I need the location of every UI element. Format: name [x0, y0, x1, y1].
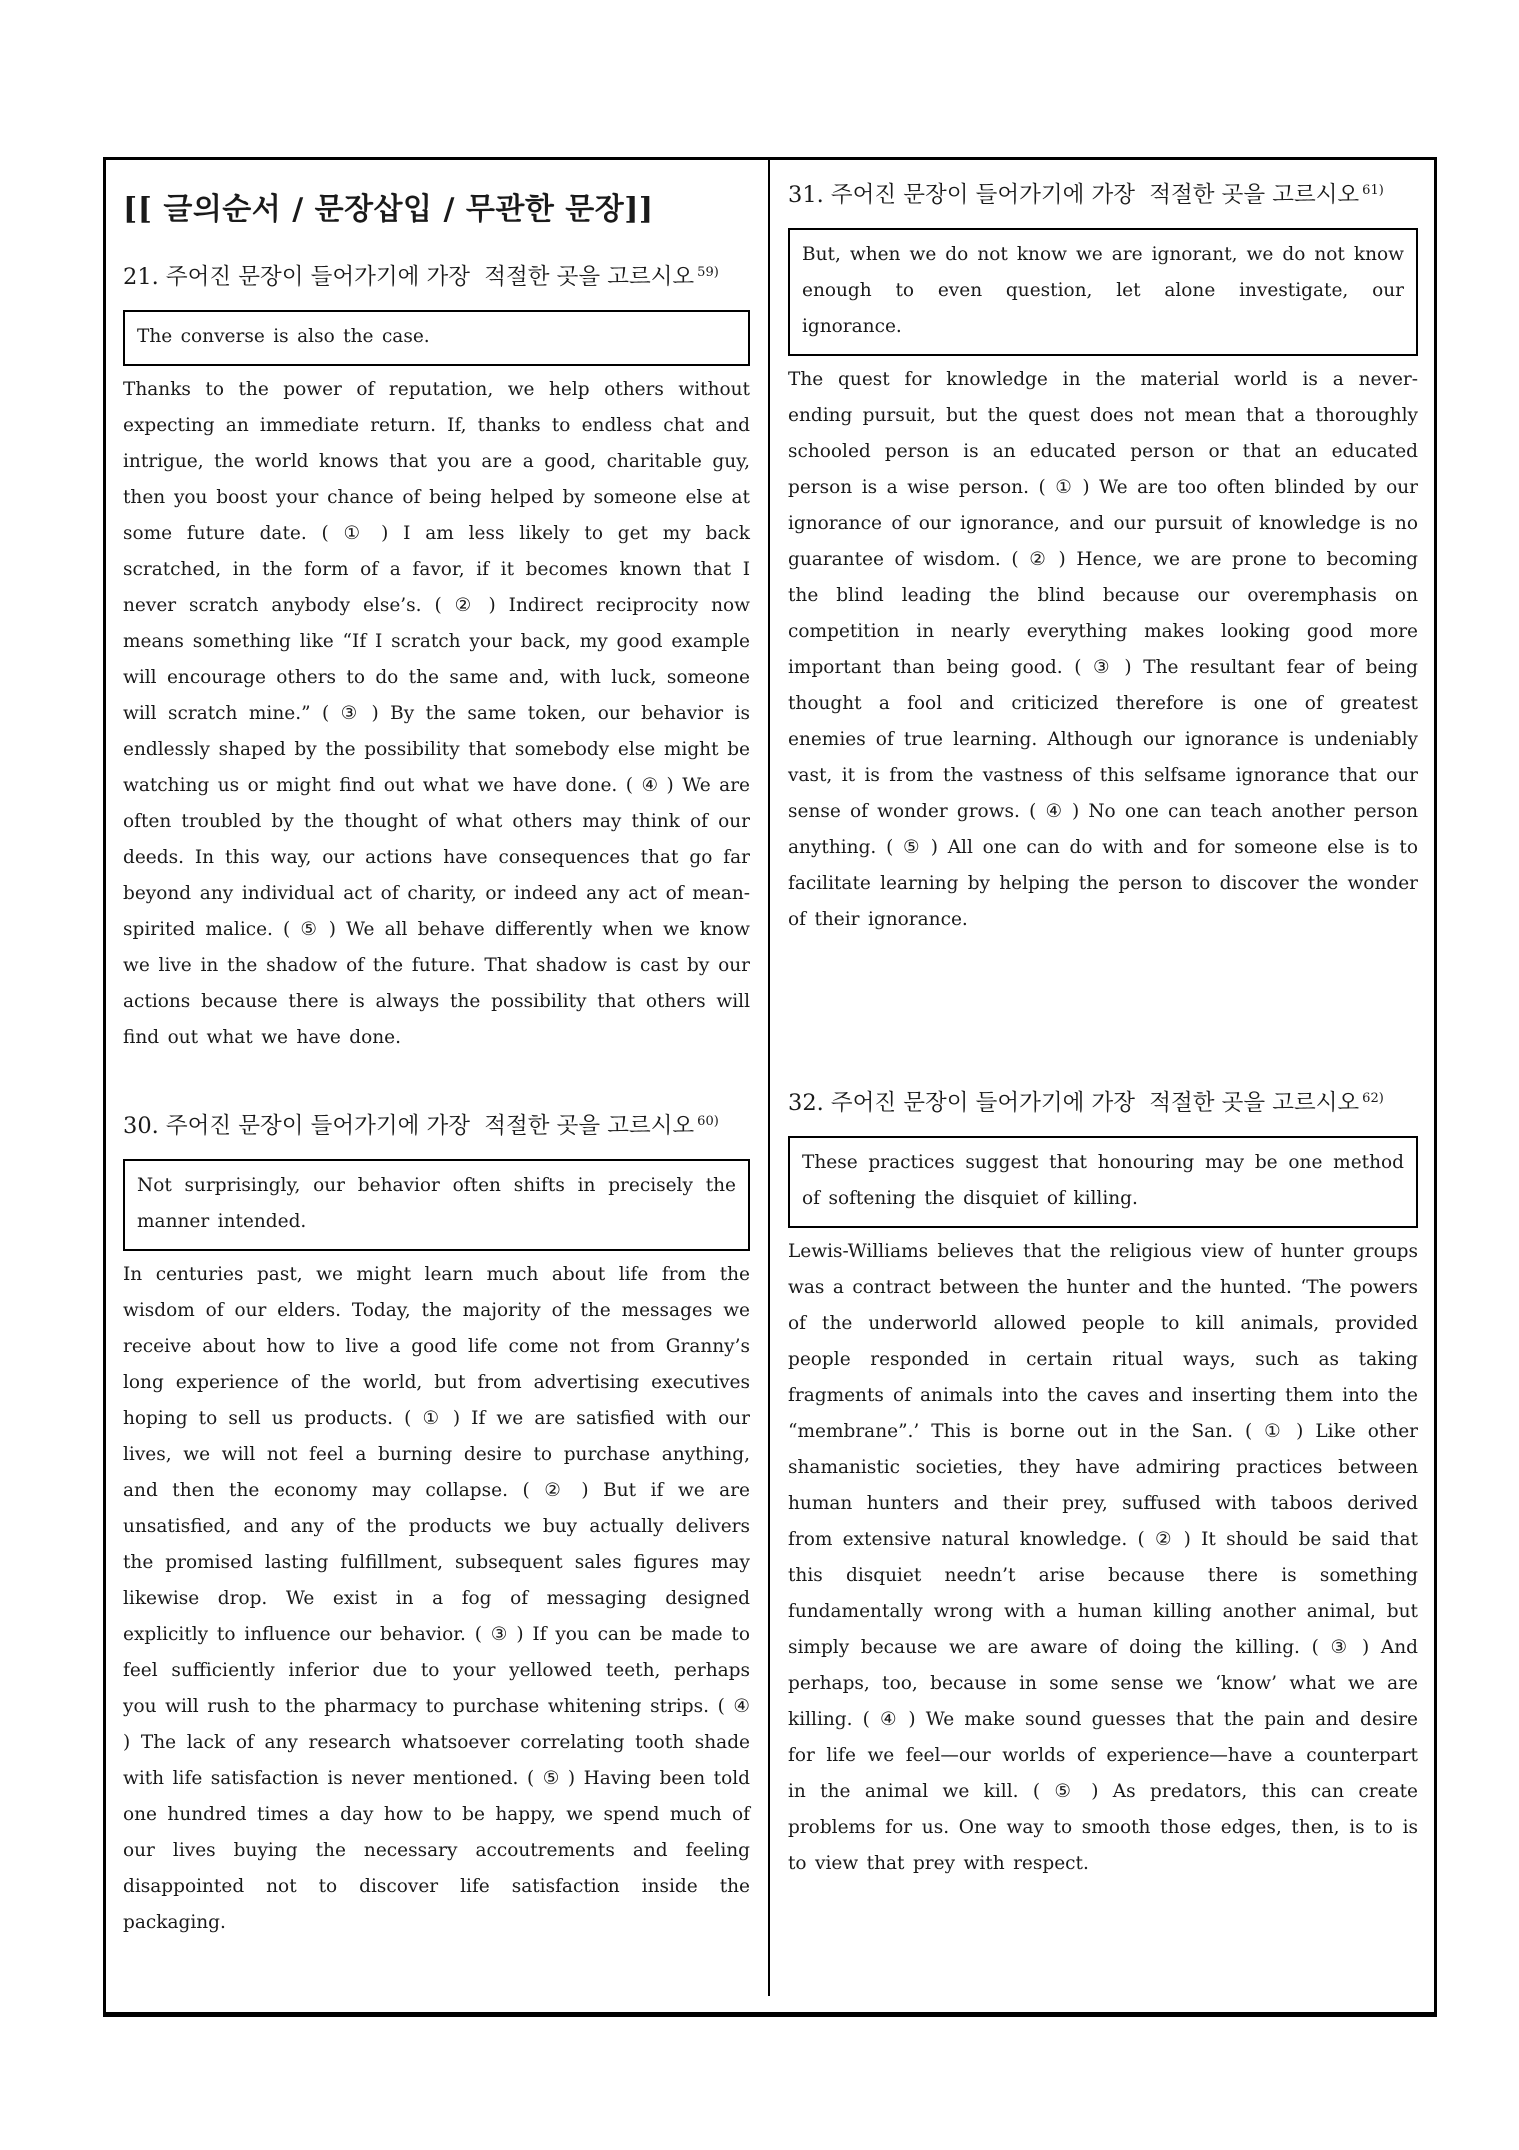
question-32-boxed-sentence	[788, 1136, 1418, 1228]
question-31-section	[788, 180, 1418, 938]
content-frame	[103, 157, 1437, 2017]
question-30-boxed-sentence	[123, 1159, 750, 1251]
question-32-footnote-marker: 62)	[1362, 1090, 1384, 1106]
question-32-boxed-text: These practices suggest that honouring may be one method of softening the disquiet of killing.	[802, 1152, 1404, 1209]
question-32-header	[788, 1088, 1418, 1118]
question-31-footnote-marker: 61)	[1362, 182, 1384, 198]
question-30-prompt: 30. 주어진 문장이 들어가기에 가장 적절한 곳을 고르시오	[123, 1113, 695, 1139]
question-21-section	[123, 262, 750, 1056]
question-31-boxed-sentence	[788, 228, 1418, 356]
question-30-boxed-text: Not surprisingly, our behavior often shifts in precisely the manner intended.	[137, 1175, 736, 1232]
question-21-boxed-text: The converse is also the case.	[137, 326, 430, 347]
question-32-passage: Lewis-Williams believes that the religious view of hunter groups was a contract between the hunter and the hunted. ‘The powers of the underworld allowed people to kill animals, provided people responded in certain ritual ways, such as taking fragments of animals into the caves and inserting them into the “membrane”.’ This is borne out in the San. ( ① ) Like other shamanistic societies, they have admiring practices between human hunters and their prey, suffused with taboos derived from extensive natural knowledge. ( ② ) It should be said that this disquiet needn’t arise because there is something fundamentally wrong with a human killing another animal, but simply because we are aware of doing the killing. ( ③ ) And perhaps, too, because in some sense we ‘know’ what we are killing. ( ④ ) We make sound guesses that the pain and desire for life we feel—our worlds of experience—have a counterpart in the animal we kill. ( ⑤ ) As predators, this can create problems for us. One way to smooth those edges, then, is to is to view that prey with respect.	[788, 1241, 1418, 1874]
question-32-prompt: 32. 주어진 문장이 들어가기에 가장 적절한 곳을 고르시오	[788, 1090, 1360, 1116]
question-30-passage: In centuries past, we might learn much about life from the wisdom of our elders. Today, the majority of the messages we receive about how to live a good life come not from Granny’s long experience of the world, but from advertising executives hoping to sell us products. ( ① ) If we are satisfied with our lives, we will not feel a burning desire to purchase anything, and then the economy may collapse. ( ② ) But if we are unsatisfied, and any of the products we buy actually delivers the promised lasting fulfillment, subsequent sales figures may likewise drop. We exist in a fog of messaging designed explicitly to influence our behavior. ( ③ ) If you can be made to feel sufficiently inferior due to your yellowed teeth, perhaps you will rush to the pharmacy to purchase whitening strips. ( ④ ) The lack of any research whatsoever correlating tooth shade with life satisfaction is never mentioned. ( ⑤ ) Having been told one hundred times a day how to be happy, we spend much of our lives buying the necessary accoutrements and feeling disappointed not to discover life satisfaction inside the packaging.	[123, 1264, 750, 1933]
question-30-header	[123, 1111, 750, 1141]
question-21-footnote-marker: 59)	[697, 264, 719, 280]
question-31-header	[788, 180, 1418, 210]
left-column	[106, 160, 768, 2012]
question-21-prompt: 21. 주어진 문장이 들어가기에 가장 적절한 곳을 고르시오	[123, 264, 695, 290]
question-21-boxed-sentence	[123, 310, 750, 366]
question-21-header	[123, 262, 750, 292]
two-column-layout	[106, 160, 1434, 2012]
question-32-section	[788, 1088, 1418, 1882]
question-21-passage: Thanks to the power of reputation, we help others without expecting an immediate return. If, thanks to endless chat and intrigue, the world knows that you are a good, charitable guy, then you boost your chance of being helped by someone else at some future date. ( ① ) I am less likely to get my back scratched, in the form of a favor, if it becomes known that I never scratch anybody else’s. ( ② ) Indirect reciprocity now means something like “If I scratch your back, my good example will encourage others to do the same and, with luck, someone will scratch mine.” ( ③ ) By the same token, our behavior is endlessly shaped by the possibility that somebody else might be watching us or might find out what we have done. ( ④ ) We are often troubled by the thought of what others may think of our deeds. In this way, our actions have consequences that go far beyond any individual act of charity, or indeed any act of mean-spirited malice. ( ⑤ ) We all behave differently when we know we live in the shadow of the future. That shadow is cast by our actions because there is always the possibility that others will find out what we have done.	[123, 379, 750, 1048]
question-30-section	[123, 1111, 750, 1941]
question-30-footnote-marker: 60)	[697, 1113, 719, 1129]
right-column	[768, 160, 1434, 2012]
column-divider	[768, 160, 770, 1996]
section-title: [[ 글의순서 / 문장삽입 / 무관한 문장]]	[123, 192, 654, 227]
question-31-boxed-text: But, when we do not know we are ignorant, we do not know enough to even question, let alone investigate, our ignorance.	[802, 244, 1404, 337]
question-31-passage: The quest for knowledge in the material world is a never-ending pursuit, but the quest does not mean that a thoroughly schooled person is an educated person or that an educated person is a wise person. ( ① ) We are too often blinded by our ignorance of our ignorance, and our pursuit of knowledge is no guarantee of wisdom. ( ② ) Hence, we are prone to becoming the blind leading the blind because our overemphasis on competition in nearly everything makes looking good more important than being good. ( ③ ) The resultant fear of being thought a fool and criticized therefore is one of greatest enemies of true learning. Although our ignorance is undeniably vast, it is from the vastness of this selfsame ignorance that our sense of wonder grows. ( ④ ) No one can teach another person anything. ( ⑤ ) All one can do with and for someone else is to facilitate learning by helping the person to discover the wonder of their ignorance.	[788, 369, 1418, 930]
question-31-prompt: 31. 주어진 문장이 들어가기에 가장 적절한 곳을 고르시오	[788, 182, 1360, 208]
